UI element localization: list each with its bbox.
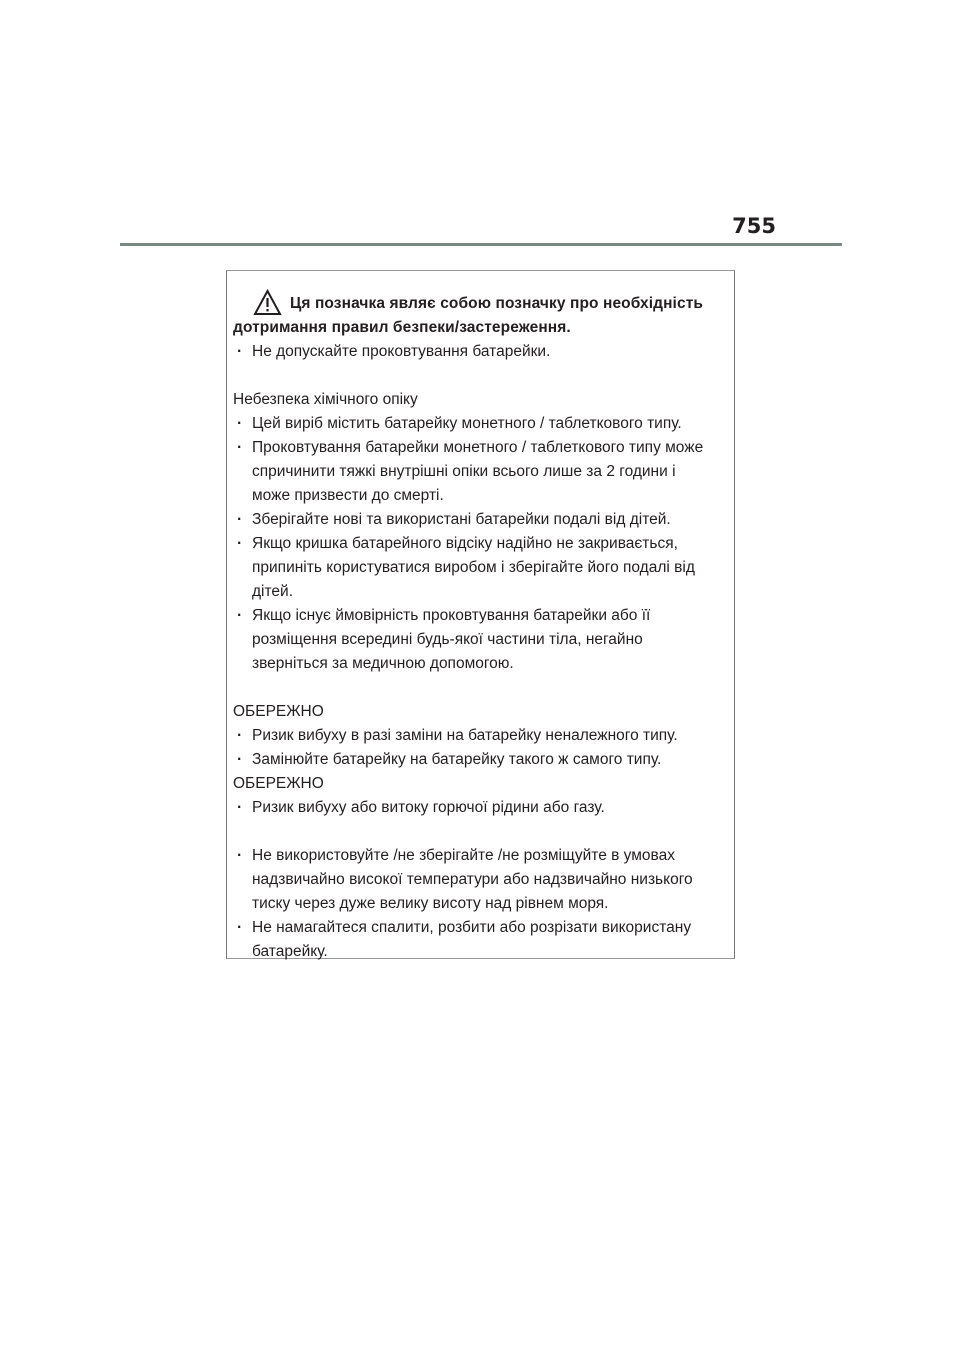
list-item-text: спричинити тяжкі внутрішні опіки всього лише за 2 години і	[252, 463, 676, 480]
list-item-text: Замінюйте батарейку на батарейку такого ж самого типу.	[252, 751, 662, 768]
bullet: ·	[237, 847, 243, 864]
list-item-text: батарейку.	[252, 943, 328, 960]
list-item	[233, 412, 729, 436]
bullet: ·	[237, 607, 243, 624]
list-item-text: Якщо існує ймовірність проковтування батарейки або її	[252, 607, 651, 624]
bullet: ·	[237, 511, 243, 528]
list-item	[233, 724, 729, 748]
list-item-text: Не використовуйте /не зберігайте /не розміщуйте в умовах	[252, 847, 675, 864]
list-item	[233, 532, 729, 604]
list-item-text: Ризик вибуху в разі заміни на батарейку неналежного типу.	[252, 727, 678, 744]
list-item-text: дітей.	[252, 583, 293, 600]
notice-heading	[233, 289, 729, 316]
bullet: ·	[237, 415, 243, 432]
list-item-text: припиніть користуватися виробом і зберігайте його подалі від	[252, 559, 695, 576]
list-item-text: Не намагайтеся спалити, розбити або розрізати використану	[252, 919, 692, 936]
notice-heading-line1: Ця позначка являє собою позначку про необхідність	[290, 295, 704, 312]
list-item-text: розміщення всередині будь-якої частини тіла, негайно	[252, 631, 643, 648]
list-item-text: Зберігайте нові та використані батарейки подалі від дітей.	[252, 511, 671, 528]
list-item	[233, 796, 729, 820]
list-item-text: Ризик вибуху або витоку горючої рідини або газу.	[252, 799, 605, 816]
list-item-text: тиску через дуже велику висоту над рівнем моря.	[252, 895, 609, 912]
list-item	[233, 340, 729, 364]
list-item-text: Якщо кришка батарейного відсіку надійно не закривається,	[252, 535, 678, 552]
bullet: ·	[237, 343, 243, 360]
bullet: ·	[237, 751, 243, 768]
list-item	[233, 436, 729, 508]
section-title-chemical-burn: Небезпека хімічного опіку	[233, 391, 418, 408]
page-number: 755	[732, 214, 776, 238]
bullet: ·	[237, 439, 243, 456]
list-item	[233, 916, 729, 964]
bullet: ·	[237, 535, 243, 552]
list-item-text: Не допускайте проковтування батарейки.	[252, 343, 551, 360]
bullet: ·	[237, 727, 243, 744]
list-item	[233, 844, 729, 916]
section-title-caution: ОБЕРЕЖНО	[233, 703, 324, 720]
list-item	[233, 748, 729, 772]
section-title-caution: ОБЕРЕЖНО	[233, 775, 324, 792]
list-item	[233, 508, 729, 532]
list-item-text: може призвести до смерті.	[252, 487, 444, 504]
list-item-text: зверніться за медичною допомогою.	[252, 655, 514, 672]
list-item-text: Цей виріб містить батарейку монетного / таблеткового типу.	[252, 415, 682, 432]
list-item-text: Проковтування батарейки монетного / таблеткового типу може	[252, 439, 704, 456]
bullet: ·	[237, 919, 243, 936]
list-item-text: надзвичайно високої температури або надзвичайно низького	[252, 871, 693, 888]
header-rule	[120, 243, 842, 246]
notice-heading-line2: дотримання правил безпеки/застереження.	[233, 319, 571, 336]
list-item	[233, 604, 729, 676]
warning-triangle-icon	[253, 289, 282, 316]
bullet: ·	[237, 799, 243, 816]
notice-content	[233, 289, 729, 964]
